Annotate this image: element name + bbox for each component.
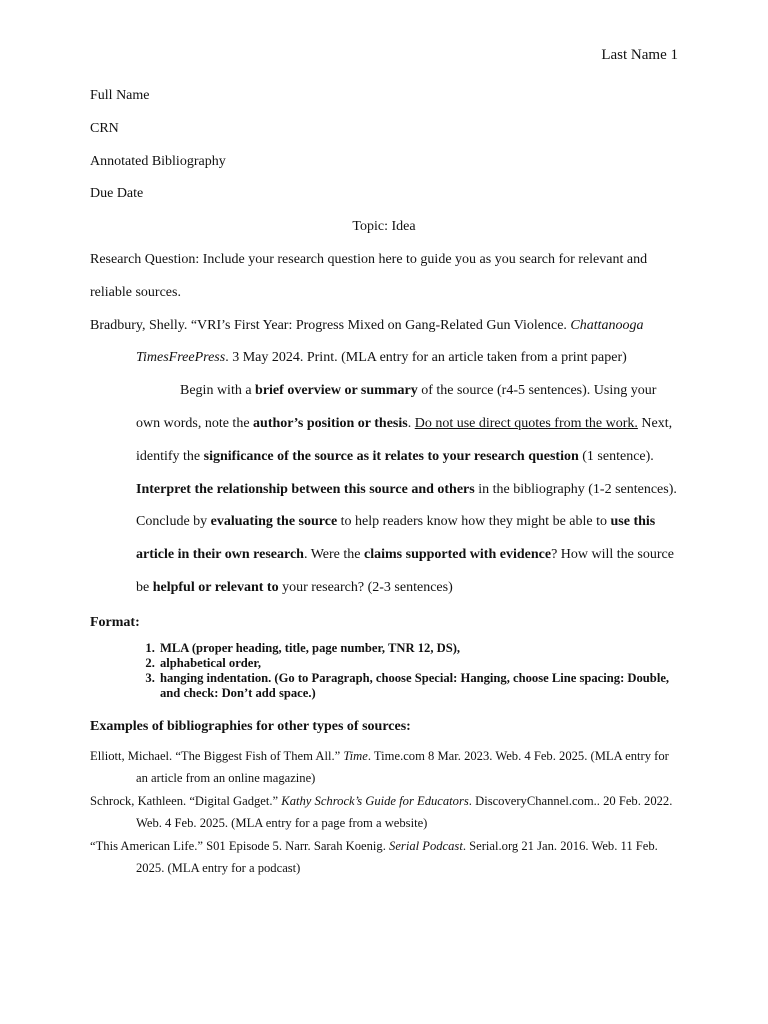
annotation-underline: Do not use direct quotes from the work. [414, 415, 638, 431]
example-text: “This American Life.” S01 Episode 5. Narr. Sarah Koenig. [90, 838, 390, 853]
annotation-text: ? How will the source be [136, 547, 674, 595]
annotation-bold: evaluating the source [210, 514, 338, 530]
annotation-text: (1 sentence). [578, 448, 654, 464]
format-list [90, 641, 678, 701]
due-date: Due Date [90, 186, 144, 202]
annotation-bold: use this article in their own research [136, 514, 656, 563]
page-header: Last Name 1 [601, 47, 678, 63]
entry-publication: Chattanooga TimesFreePress [136, 317, 644, 366]
course-crn: CRN [90, 120, 119, 136]
annotation-bold: significance of the source as it relates to your research question [203, 448, 579, 464]
annotation-text: to help readers know how they might be able to [337, 514, 611, 530]
annotation-text: your research? (2-3 sentences) [278, 579, 453, 595]
example-entry-magazine [90, 745, 678, 790]
example-italic: Kathy Schrock’s Guide for Educators [281, 793, 469, 808]
bibliography-entry-main [90, 310, 678, 376]
annotation-bold: brief overview or summary [255, 383, 418, 399]
format-item: 3. hanging indentation. (Go to Paragraph, choose Special: Hanging, choose Line spacing: Double, and check: Don’t add space.) [158, 671, 678, 701]
example-italic: Time [343, 748, 368, 763]
example-italic: Serial Podcast [389, 838, 463, 853]
annotation-bold: Interpret the relationship between this source and others [136, 481, 475, 497]
annotation-text: . [407, 415, 415, 431]
annotation-paragraph [90, 375, 678, 605]
document-body [90, 80, 678, 880]
annotation-bold: author’s position or thesis [253, 415, 408, 431]
assignment-title: Annotated Bibliography [90, 153, 226, 169]
format-item: 1. MLA (proper heading, title, page number, TNR 12, DS), [158, 641, 678, 656]
example-text: Schrock, Kathleen. “Digital Gadget.” [90, 793, 282, 808]
example-text: Elliott, Michael. “The Biggest Fish of Them All.” [90, 748, 344, 763]
student-name: Full Name [90, 88, 150, 103]
annotation-text: Next, identify the [136, 415, 673, 464]
example-entry-podcast [90, 835, 678, 880]
entry-details: . 3 May 2024. Print. (MLA entry for an article taken from a print paper) [225, 350, 627, 366]
annotation-text: of the source (r4-5 sentences). Using your own words, note the [136, 383, 657, 431]
example-text: . Serial.org 21 Jan. 2016. Web. 11 Feb. 2025. (MLA entry for a podcast) [136, 838, 658, 876]
annotation-bold: claims supported with evidence [364, 547, 552, 563]
topic-title: Topic: Idea [352, 219, 416, 235]
example-text: . Time.com 8 Mar. 2023. Web. 4 Feb. 2025. (MLA entry for an article from an online magazine) [136, 748, 669, 786]
format-item: 2. alphabetical order, [158, 656, 678, 671]
example-entry-website [90, 790, 678, 835]
examples-heading: Examples of bibliographies for other types of sources: [90, 718, 411, 734]
format-heading: Format: [90, 614, 140, 630]
research-question: Research Question: Include your research question here to guide you as you search for relevant and reliable sources. [90, 251, 648, 300]
annotation-text: in the bibliography (1-2 sentences). Conclude by [136, 481, 677, 530]
entry-author-title: Bradbury, Shelly. “VRI’s First Year: Progress Mixed on Gang-Related Gun Violence. [90, 317, 571, 333]
annotation-bold: helpful or relevant to [152, 579, 279, 595]
annotation-text: Begin with a [180, 383, 256, 399]
example-text: . DiscoveryChannel.com.. 20 Feb. 2022. Web. 4 Feb. 2025. (MLA entry for a page from a website) [136, 793, 673, 831]
annotation-text: . Were the [303, 547, 365, 563]
